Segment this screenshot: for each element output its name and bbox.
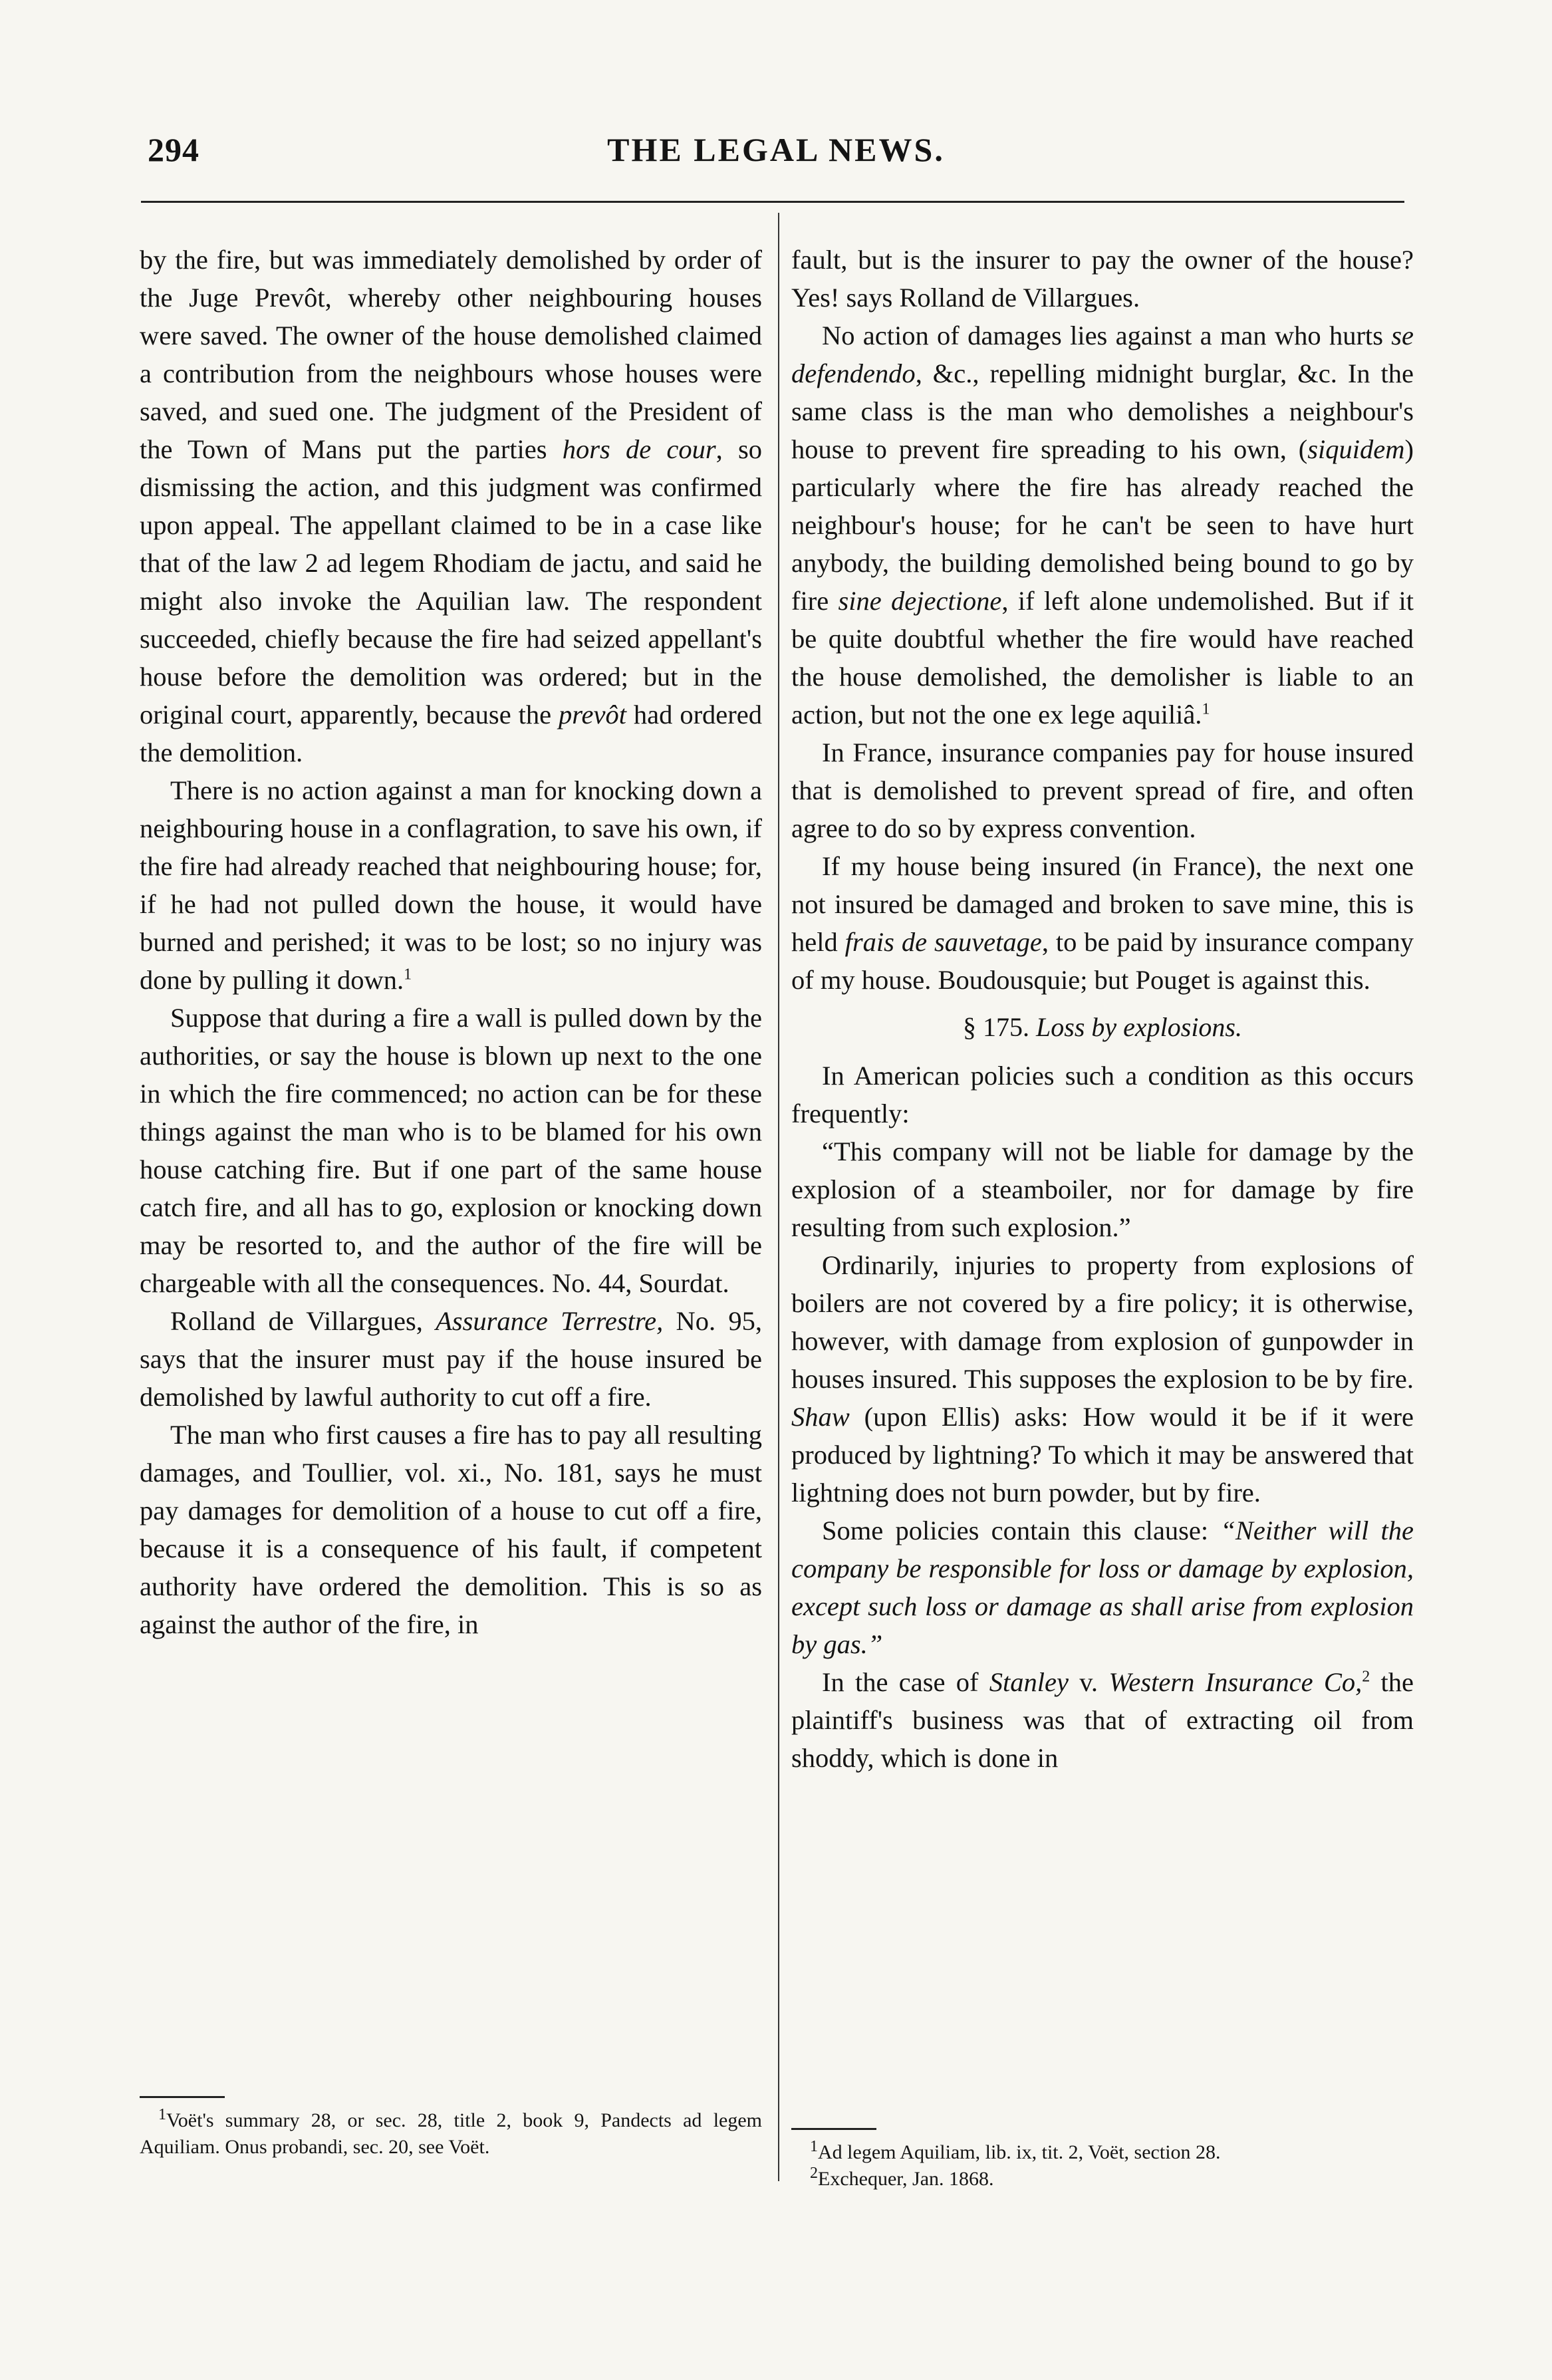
footnote: $^1$Ad legem Aquiliam, lib. ix, tit. 2, Voët, section 28. xyxy=(810,2138,1221,2163)
column-rule xyxy=(778,213,779,2181)
paragraph: In American policies such a condition as this occurs frequently: xyxy=(791,1061,1414,1128)
paragraph: Some policies contain this clause: “Neither will the company be responsible for loss or damage by explosion, except such loss or damage as shall arise from explosion by gas.” xyxy=(791,1516,1414,1659)
footnote-marker: 2 xyxy=(1362,1668,1370,1686)
paragraph: There is no action against a man for knocking down a neighbouring house in a conflagration, to save his own, if the fire had already reached that neighbouring house; for, if he had not pulled down the house, it would have burned and perished; it was to be lost; so no injury was done by pulling it down.$^1$ xyxy=(140,775,762,995)
footnote-rule xyxy=(791,2128,876,2130)
paragraph: by the fire, but was immediately demolished by order of the Juge Prevôt, whereby other neighbouring houses were saved. The owner of the house demolished claimed a contribution from the neighbours whose houses were saved, and sued one. The judgment of the President of the Town of Mans put the parties hors de cour, so dismissing the action, and this judgment was confirmed upon appeal. The appellant claimed to be in a case like that of the law 2 ad legem Rhodiam de jactu, and said he might also invoke the Aquilian law. The respondent succeeded, chiefly because the fire had seized appellant's house before the demolition was ordered; but in the original court, apparently, because the prevôt had ordered the demolition. xyxy=(140,245,762,767)
page-number: 294 xyxy=(148,131,199,168)
footnote: $^2$Exchequer, Jan. 1868. xyxy=(810,2165,994,2190)
paragraph: If my house being insured (in France), the next one not insured be damaged and broken to save mine, this is held frais de sauvetage, to be paid by insurance company of my house. Boudousquie; but Pouget is against this. xyxy=(791,851,1414,995)
paragraph: The man who first causes a fire has to pay all resulting damages, and Toullier, vol. xi., No. 181, says he must pay damages for demolition of a house to cut off a fire, because it is a consequence of his fault, if competent authority have ordered the demolition. This is so as against the author of the fire, in xyxy=(140,1420,762,1639)
footnote-rule xyxy=(140,2096,225,2098)
paragraph: In France, insurance companies pay for house insured that is demolished to prevent spread of fire, and often agree to do so by express convention. xyxy=(791,737,1414,843)
paragraph: No action of damages lies against a man who hurts se defendendo, &c., repelling midnight burglar, &c. In the same class is the man who demolishes a neighbour's house to prevent fire spreading to his own, (siquidem) particularly where the fire has already reached the neighbour's house; for he can't be seen to have hurt anybody, the building demolished being bound to go by fire sine dejectione, if left alone undemolished. But if it be quite doubtful whether the fire would have reached the house demolished, the demolisher is liable to an action, but not the one ex lege aquiliâ.$^1$ xyxy=(791,321,1414,729)
footnote: $^1$Voët's summary 28, or sec. 28, title 2, book 9, Pandects ad legem Aquiliam. Onus probandi, sec. 20, see Voët. xyxy=(140,2106,762,2158)
left-column xyxy=(140,241,762,1643)
paragraph: In the case of Stanley v. Western Insurance Co,$^2$ the plaintiff's business was that of extracting oil from shoddy, which is done in xyxy=(791,1667,1414,1773)
footnote-marker: 1 xyxy=(1202,700,1210,718)
paragraph: fault, but is the insurer to pay the owner of the house? Yes! says Rolland de Villargues. xyxy=(791,245,1414,313)
right-footnotes xyxy=(791,2128,1414,2192)
header-rule xyxy=(141,201,1404,203)
footnote-marker: 1 xyxy=(404,966,412,984)
paragraph: Suppose that during a fire a wall is pulled down by the authorities, or say the house is blown up next to the one in which the fire commenced; no action can be for these things against the man who is to be blamed for his own house catching fire. But if one part of the same house catch fire, and all has to go, explosion or knocking down may be resorted to, and the author of the fire will be chargeable with all the consequences. No. 44, Sourdat. xyxy=(140,1003,762,1298)
right-column xyxy=(791,241,1414,1777)
quoted-clause: “This company will not be liable for damage by the explosion of a steamboiler, nor for damage by fire resulting from such explosion.” xyxy=(791,1136,1414,1242)
running-title: THE LEGAL NEWS. xyxy=(607,131,945,168)
section-heading: § 175. Loss by explosions. xyxy=(963,1012,1242,1042)
left-footnotes xyxy=(140,2096,762,2161)
paragraph: Rolland de Villargues, Assurance Terrestre, No. 95, says that the insurer must pay if the house insured be demolished by lawful authority to cut off a fire. xyxy=(140,1306,763,1412)
paragraph: Ordinarily, injuries to property from explosions of boilers are not covered by a fire policy; it is otherwise, however, with damage from explosion of gunpowder in houses insured. This supposes the explosion to be by fire. Shaw (upon Ellis) asks: How would it be if it were produced by lightning? To which it may be answered that lightning does not burn powder, but by fire. xyxy=(791,1250,1414,1508)
